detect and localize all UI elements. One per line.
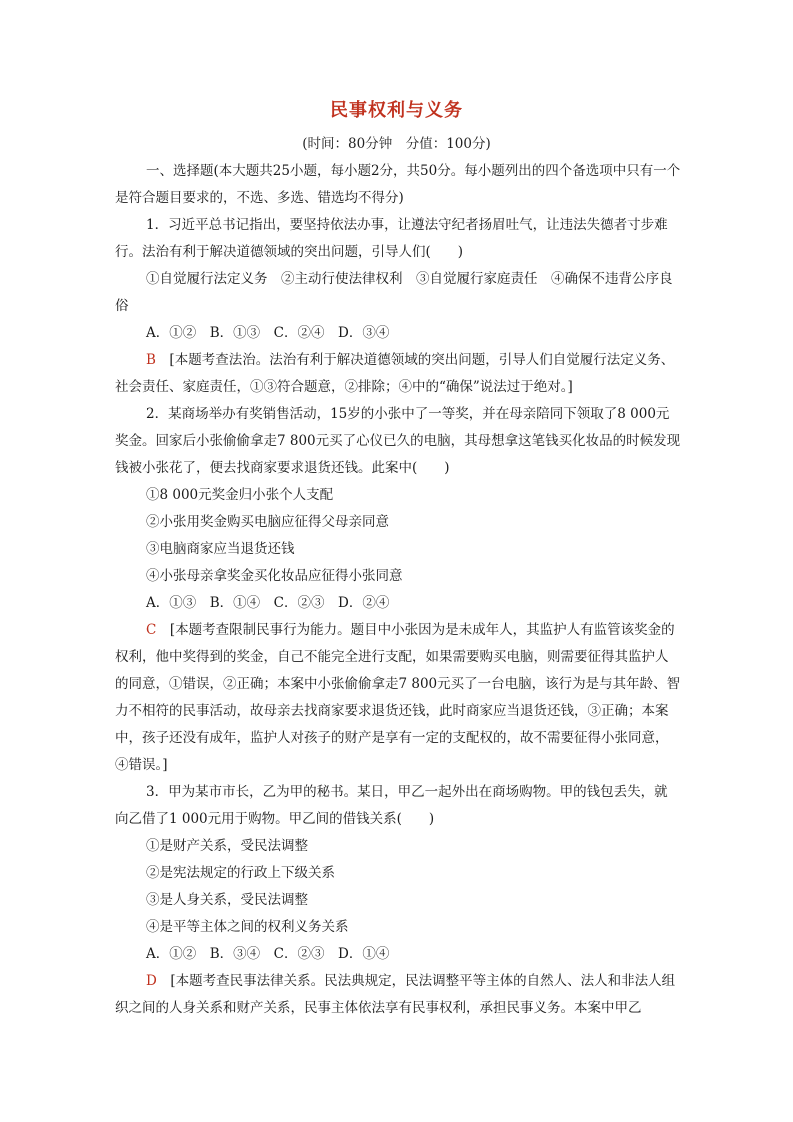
question-item: ①是财产关系，受民法调整 — [146, 838, 308, 854]
answer-options: A．①② B．③④ C．②③ D．①④ — [146, 946, 390, 962]
document-body — [115, 158, 681, 1022]
question-stem: 1．习近平总书记指出，要坚持依法办事，让遵法守纪者扬眉吐气，让违法失德者寸步难行。法治有利于解决道德领域的突出问题，引导人们( ) — [115, 217, 668, 260]
question-item: ②小张用奖金购买电脑应征得父母亲同意 — [146, 514, 389, 530]
answer-options: A．①② B．①③ C．②④ D．③④ — [146, 325, 390, 341]
question-item: ③是人身关系，受民法调整 — [146, 892, 308, 908]
answer-letter: C — [146, 622, 157, 638]
section-heading: 一、选择题(本大题共25小题，每小题2分，共50分。每小题列出的四个备选项中只有一个是符合题目要求的，不选、多选、错选均不得分) — [115, 163, 681, 206]
analysis-text: [本题考查限制民事行为能力。题目中小张因为是未成年人，其监护人有监管该奖金的权利，他中奖得到的奖金，自己不能完全进行支配，如果需要购买电脑，则需要征得其监护人的同意，①错误，②正确；本案中小张偷偷拿走7 800元买了一台电脑，该行为是与其年龄、智力不相符的民事活动，故母亲去找商家要求退货还钱，此时商家应当退货还钱，③正确；本案中，孩子还没有成年，监护人对孩子的财产是享有一定的支配权的，故不需要征得小张同意，④错误。] — [115, 622, 681, 773]
answer-analysis — [115, 617, 681, 779]
question-stem: 3．甲为某市市长，乙为甲的秘书。某日，甲乙一起外出在商场购物。甲的钱包丢失，就向乙借了1 000元用于购物。甲乙间的借钱关系( ) — [115, 784, 668, 827]
answer-analysis — [115, 968, 681, 1022]
answer-letter: B — [146, 352, 156, 368]
answer-analysis — [115, 347, 681, 401]
question-item: ②是宪法规定的行政上下级关系 — [146, 865, 335, 881]
answer-options: A．①③ B．①④ C．②③ D．②④ — [146, 595, 390, 611]
question-item: ③电脑商家应当退货还钱 — [146, 541, 295, 557]
question-item: ①自觉履行法定义务 ②主动行使法律权利 ③自觉履行家庭责任 ④确保不违背公序良俗 — [115, 271, 673, 314]
question-item: ①8 000元奖金归小张个人支配 — [146, 487, 334, 503]
question-item: ④是平等主体之间的权利义务关系 — [146, 919, 349, 935]
answer-letter: D — [146, 973, 157, 989]
analysis-text: [本题考查法治。法治有利于解决道德领域的突出问题，引导人们自觉履行法定义务、社会责任、家庭责任，①③符合题意，②排除；④中的“确保”说法过于绝对。] — [115, 352, 675, 395]
analysis-text: [本题考查民事法律关系。民法典规定，民法调整平等主体的自然人、法人和非法人组织之间的人身关系和财产关系，民事主体依法享有民事权利，承担民事义务。本案中甲乙 — [115, 973, 676, 1016]
document-title: 民事权利与义务 — [330, 100, 463, 121]
question-item: ④小张母亲拿奖金买化妆品应征得小张同意 — [146, 568, 403, 584]
document-subtitle: (时间：80分钟 分值：100分) — [302, 136, 491, 152]
question-stem: 2．某商场举办有奖销售活动，15岁的小张中了一等奖，并在母亲陪同下领取了8 000元奖金。回家后小张偷偷拿走7 800元买了心仪已久的电脑，其母想拿这笔钱买化妆品的时候发现钱被小张花了，便去找商家要求退货还钱。此案中( ) — [115, 406, 681, 476]
